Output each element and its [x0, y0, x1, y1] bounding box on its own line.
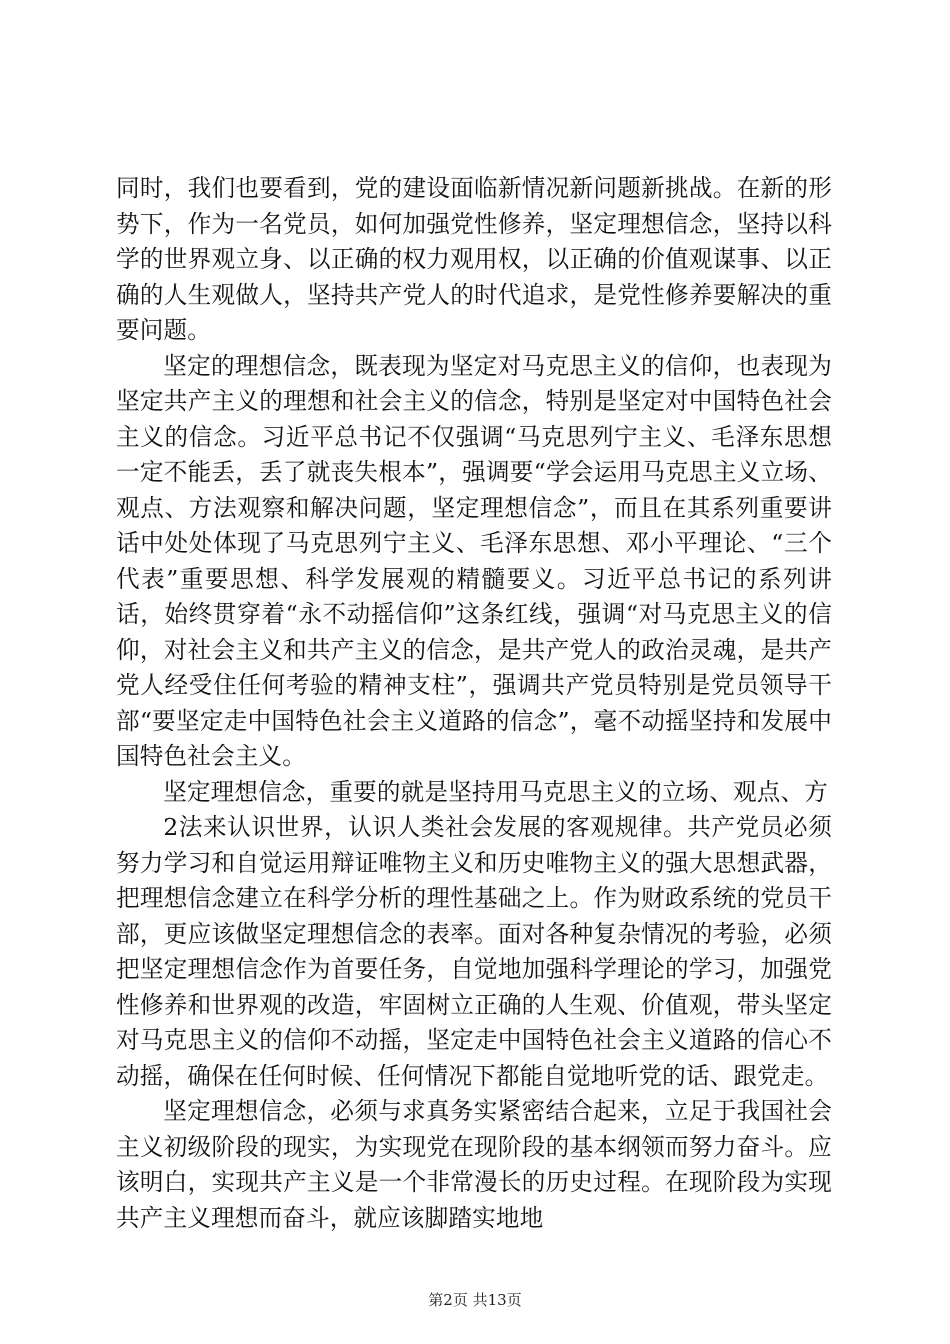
- body-text: [116, 171, 832, 1236]
- paragraph-4: 2法来认识世界，认识人类社会发展的客观规律。共产党员必须努力学习和自觉运用辩证唯物主义和历史唯物主义的强大思想武器，把理想信念建立在科学分析的理性基础之上。作为财政系统的党员干部，更应该做坚定理想信念的表率。面对各种复杂情况的考验，必须把坚定理想信念作为首要任务，自觉地加强科学理论的学习，加强党性修养和世界观的改造，牢固树立正确的人生观、价值观，带头坚定对马克思主义的信仰不动摇，坚定走中国特色社会主义道路的信心不动摇，确保在任何时候、任何情况下都能自觉地听党的话、跟党走。: [116, 813, 832, 1090]
- paragraph-2: 坚定的理想信念，既表现为坚定对马克思主义的信仰，也表现为坚定共产主义的理想和社会主义的信念，特别是坚定对中国特色社会主义的信念。习近平总书记不仅强调“马克思列宁主义、毛泽东思想一定不能丢，丢了就丧失根本”，强调要“学会运用马克思主义立场、观点、方法观察和解决问题，坚定理想信念”，而且在其系列重要讲话中处处体现了马克思列宁主义、毛泽东思想、邓小平理论、“三个代表”重要思想、科学发展观的精髓要义。习近平总书记的系列讲话，始终贯穿着“永不动摇信仰”这条红线，强调“对马克思主义的信仰，对社会主义和共产主义的信念，是共产党人的政治灵魂，是共产党人经受住任何考验的精神支柱”，强调共产党员特别是党员领导干部“要坚定走中国特色社会主义道路的信念”，毫不动摇坚持和发展中国特色社会主义。: [116, 351, 832, 770]
- paragraph-5: 坚定理想信念，必须与求真务实紧密结合起来，立足于我国社会主义初级阶段的现实，为实现党在现阶段的基本纲领而努力奋斗。应该明白，实现共产主义是一个非常漫长的历史过程。在现阶段为实现共产主义理想而奋斗，就应该脚踏实地地: [116, 1097, 832, 1232]
- paragraph-3: 坚定理想信念，重要的就是坚持用马克思主义的立场、观点、方: [163, 777, 829, 806]
- paragraph-1: 同时，我们也要看到，党的建设面临新情况新问题新挑战。在新的形势下，作为一名党员，如何加强党性修养，坚定理想信念，坚持以科学的世界观立身、以正确的权力观用权，以正确的价值观谋事、以正确的人生观做人，坚持共产党人的时代追求，是党性修养要解决的重要问题。: [116, 174, 832, 344]
- page-number-footer: 第2页 共13页: [428, 1291, 522, 1309]
